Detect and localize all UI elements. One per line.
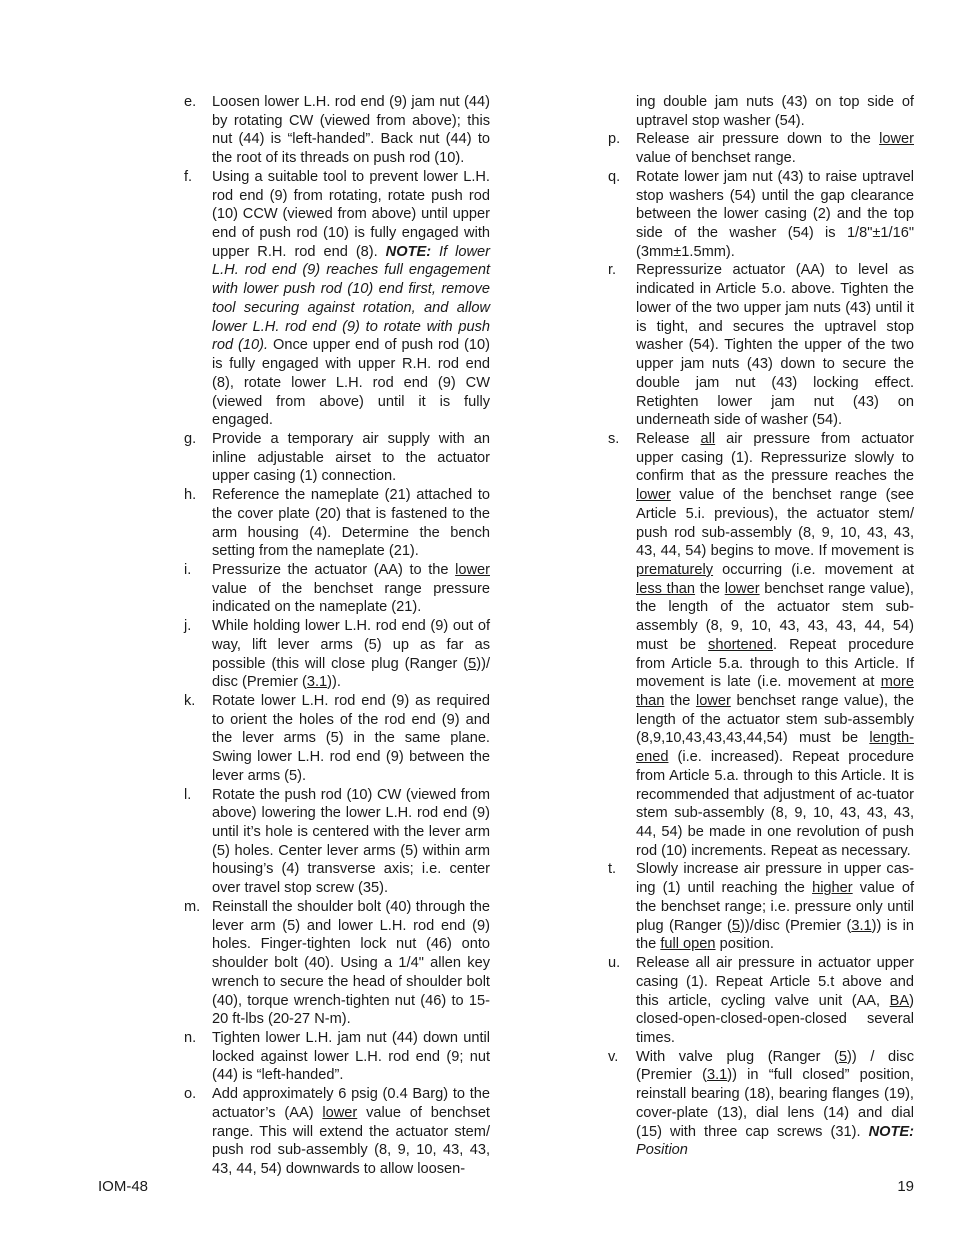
step-text: )). xyxy=(327,674,341,691)
step-letter: s. xyxy=(608,430,620,447)
instruction-step xyxy=(180,898,490,1029)
step-text: While holding lower L.H. rod end (9) out of way, lift lever arms (5) up as far as possible (this will close plug (Ranger ( xyxy=(212,618,490,672)
underlined-text: 3.1 xyxy=(706,1067,728,1084)
step-letter: o. xyxy=(184,1086,197,1103)
step-text: ))/disc (Premier ( xyxy=(740,917,852,934)
step-letter: r. xyxy=(608,262,617,279)
underlined-text: shortened xyxy=(708,636,773,653)
underlined-text: full open xyxy=(660,936,716,953)
step-letter: q. xyxy=(608,168,621,185)
document-code: IOM-48 xyxy=(98,1178,149,1195)
step-text: (i.e. increased). Repeat procedure from Article 5.a. through to this Article. It is recommended that adjustment of ac-tuator stem sub-assembly (8, 9, 10, 43, 43, 43, 44, 54) be made in one revolution of push rod (10) increments. Repeat as necessary. xyxy=(636,749,914,859)
page-number: 19 xyxy=(897,1178,914,1195)
step-text: Repressurize actuator (AA) to level as indicated in Article 5.o. above. Tighten the lower of the two upper jam nuts (43) until it is tight, and secures the uptravel stop washer (54). Tighten the upper of the two upper jam nuts (43) down to secure the double jam nut (43) locking effect. Retighten lower jam nut (43) on underneath side of washer (54). xyxy=(636,262,914,429)
step-letter: m. xyxy=(184,898,201,915)
step-text: Rotate lower jam nut (43) to raise uptravel stop washers (54) until the gap clearance between the lower casing (2) and the top side of the washer (54) is 1/8"±1/16" (3mm±1.5mm). xyxy=(636,168,914,260)
instruction-step xyxy=(180,168,490,430)
step-text: Add approximately 6 psig (0.4 Barg) to the actuator’s (AA) xyxy=(212,1086,490,1121)
instruction-step xyxy=(180,617,490,692)
instruction-step xyxy=(180,486,490,561)
instruction-step xyxy=(180,93,490,168)
underlined-text: lower xyxy=(636,487,671,504)
step-text: Once upper end of push rod (10) is fully engaged with upper R.H. rod end (8), rotate lower L.H. rod end (9) CW (viewed from above) until it is fully engaged. xyxy=(212,337,490,429)
underlined-text: more than xyxy=(636,674,914,709)
instruction-step xyxy=(604,168,914,262)
step-text: )) in “full closed” position, reinstall bearing (18), bearing flanges (19), cover-plate (13), dial lens (14) and dial (15) with three cap screws (31). xyxy=(636,1067,914,1140)
step-text: Provide a temporary air supply with an inline adjustable airset to the actuator upper casing (1) connection. xyxy=(212,430,490,485)
step-text: Pressurize the actuator (AA) to the xyxy=(212,561,456,578)
step-text: position. xyxy=(715,936,774,953)
step-letter: l. xyxy=(184,786,192,803)
step-text: Release xyxy=(636,430,701,447)
step-letter: u. xyxy=(608,955,621,972)
underlined-text: 5 xyxy=(731,917,741,934)
instruction-step xyxy=(180,1085,490,1179)
instruction-step xyxy=(180,430,490,486)
step-text: ) closed-open-closed-open-closed several times. xyxy=(636,992,914,1046)
step-text: Release air pressure down to the xyxy=(636,131,880,148)
step-letter: t. xyxy=(608,861,617,878)
underlined-text: lower xyxy=(724,580,760,597)
step-letter: h. xyxy=(184,487,197,504)
instruction-step-continued xyxy=(604,93,914,130)
underlined-text: less than xyxy=(636,580,696,597)
step-letter: i. xyxy=(184,561,192,578)
step-text: Release all air pressure in actuator upper casing (1). Repeat Article 5.t above and this article, cycling valve unit (AA, xyxy=(636,955,914,1009)
step-text: . Repeat procedure from Article 5.a. through to this Article. If movement is late (i.e. movement at xyxy=(636,636,914,691)
step-text: )) is in the xyxy=(636,917,914,953)
step-text: Reinstall the shoulder bolt (40) through the lever arm (5) and lower L.H. rod end (9) holes. Finger-tighten lock nut (46) onto shoulder bolt (40). Using a 1/4" allen key wrench to secure the head of shoulder bolt (40), torque wrench-tighten nut (46) to 15-20 ft-lbs (20-27 N-m). xyxy=(212,898,490,1028)
step-text: Slowly increase air pressure in upper cas-ing (1) until reaching the xyxy=(636,861,914,897)
step-text: Reference the nameplate (21) attached to the cover plate (20) that is fastened to the arm housing (4). Determine the bench setting from the nameplate (21). xyxy=(212,487,490,560)
step-text: value of the benchset range (see Article 5.i. previous), the actuator stem/ push rod sub-assembly (8, 9, 10, 43, 43, 43, 44, 54) begins to move. If movement is xyxy=(636,487,914,560)
step-text: air pressure from actuator upper casing (1). Repressurize slowly to confirm that as the pressure reaches the xyxy=(636,430,914,485)
underlined-text: 5 xyxy=(468,655,477,672)
instruction-step xyxy=(180,561,490,617)
note-label: NOTE: xyxy=(385,243,432,260)
underlined-text: lower xyxy=(695,693,731,709)
step-text: occurring (i.e. movement at xyxy=(713,561,914,578)
instruction-step xyxy=(604,860,914,954)
step-text: Using a suitable tool to prevent lower L.H. rod end (9) from rotating, rotate push rod (10) CCW (viewed from above) until upper end of push rod (10) is fully engaged with upper R.H. rod end (8). xyxy=(212,168,490,260)
step-text: ))/ disc (Premier ( xyxy=(212,655,490,691)
step-text: Rotate the push rod (10) CW (viewed from above) lowering the lower L.H. rod end (9) until it’s hole is centered with the lever arm (5) holes. Center lever arms (5) within arm housing’s (4) transverse axis; i.e. center over travel stop screw (35). xyxy=(212,786,490,897)
step-letter: g. xyxy=(184,430,197,447)
step-letter: v. xyxy=(608,1048,619,1065)
underlined-text: 3.1 xyxy=(306,674,328,691)
step-text: the xyxy=(664,693,696,709)
underlined-text: lower xyxy=(455,561,490,578)
step-text: Tighten lower L.H. jam nut (44) down until locked against lower L.H. rod end (9; nut (44) is “left-handed”. xyxy=(212,1029,490,1084)
step-letter: n. xyxy=(184,1029,197,1046)
underlined-text: 3.1 xyxy=(851,917,872,934)
underlined-text: BA xyxy=(889,992,910,1009)
note-label: NOTE: xyxy=(868,1123,914,1140)
step-text: With valve plug (Ranger ( xyxy=(636,1048,839,1065)
left-column xyxy=(180,93,490,1179)
step-text: value of the benchset range pressure indicated on the nameplate (21). xyxy=(212,580,490,616)
underlined-text: lower xyxy=(322,1104,358,1121)
underlined-text: all xyxy=(700,430,716,447)
underlined-text: higher xyxy=(812,880,853,897)
underlined-text: lower xyxy=(879,131,914,148)
step-text: value of the benchset range; i.e. pressure only until plug (Ranger ( xyxy=(636,880,915,934)
step-letter: f. xyxy=(184,168,193,185)
italic-text: If lower L.H. rod end (9) reaches full engagement with lower push rod (10) end first, remove tool securing against rotation, and allow lower L.H. rod end (9) to rotate with push rod (10). xyxy=(212,243,490,354)
italic-text: Position xyxy=(636,1142,688,1159)
instruction-step xyxy=(180,786,490,898)
step-text: ing double jam nuts (43) on top side of uptravel stop washer (54). xyxy=(636,94,914,129)
step-text: )) / disc (Premier ( xyxy=(636,1048,914,1084)
instruction-step xyxy=(604,130,914,167)
step-text: Rotate lower L.H. rod end (9) as required to orient the holes of the rod end (9) and the lever arms (5) in the same plane. Swing lower L.H. rod end (9) between the lever arms (5). xyxy=(212,693,490,784)
underlined-text: 5 xyxy=(838,1048,848,1065)
step-text: value of benchset range. This will extend the actuator stem/ push rod sub-assembly (8, 9, 10, 43, 43, 43, 44, 54) downwards to allow loosen- xyxy=(212,1104,490,1177)
step-text: benchset range value), the length of the actuator stem sub-assembly (8,9,10,43,43,43,44,54) must be xyxy=(636,693,914,747)
underlined-text: prematurely xyxy=(636,561,714,578)
step-letter: e. xyxy=(184,94,197,110)
step-letter: k. xyxy=(184,693,196,709)
step-text: benchset range value), the length of the actuator stem sub-assembly (8, 9, 10, 43, 43, 43, 44, 54) must be xyxy=(636,580,914,653)
step-text: value of benchset range. xyxy=(636,150,796,167)
underlined-text: length-ened xyxy=(636,730,914,766)
instruction-step xyxy=(604,430,914,861)
step-text: Loosen lower L.H. rod end (9) jam nut (44) by rotating CW (viewed from above); this nut (44) is “left-handed”. Back nut (44) to the root of its threads on push rod (10). xyxy=(212,94,490,167)
right-column xyxy=(604,93,914,1160)
step-letter: p. xyxy=(608,131,621,148)
step-letter: j. xyxy=(184,618,192,635)
instruction-step xyxy=(604,1048,914,1160)
instruction-step xyxy=(604,954,914,1048)
instruction-step xyxy=(180,1029,490,1085)
instruction-step xyxy=(180,692,490,786)
instruction-step xyxy=(604,261,914,429)
step-text: the xyxy=(695,580,725,597)
